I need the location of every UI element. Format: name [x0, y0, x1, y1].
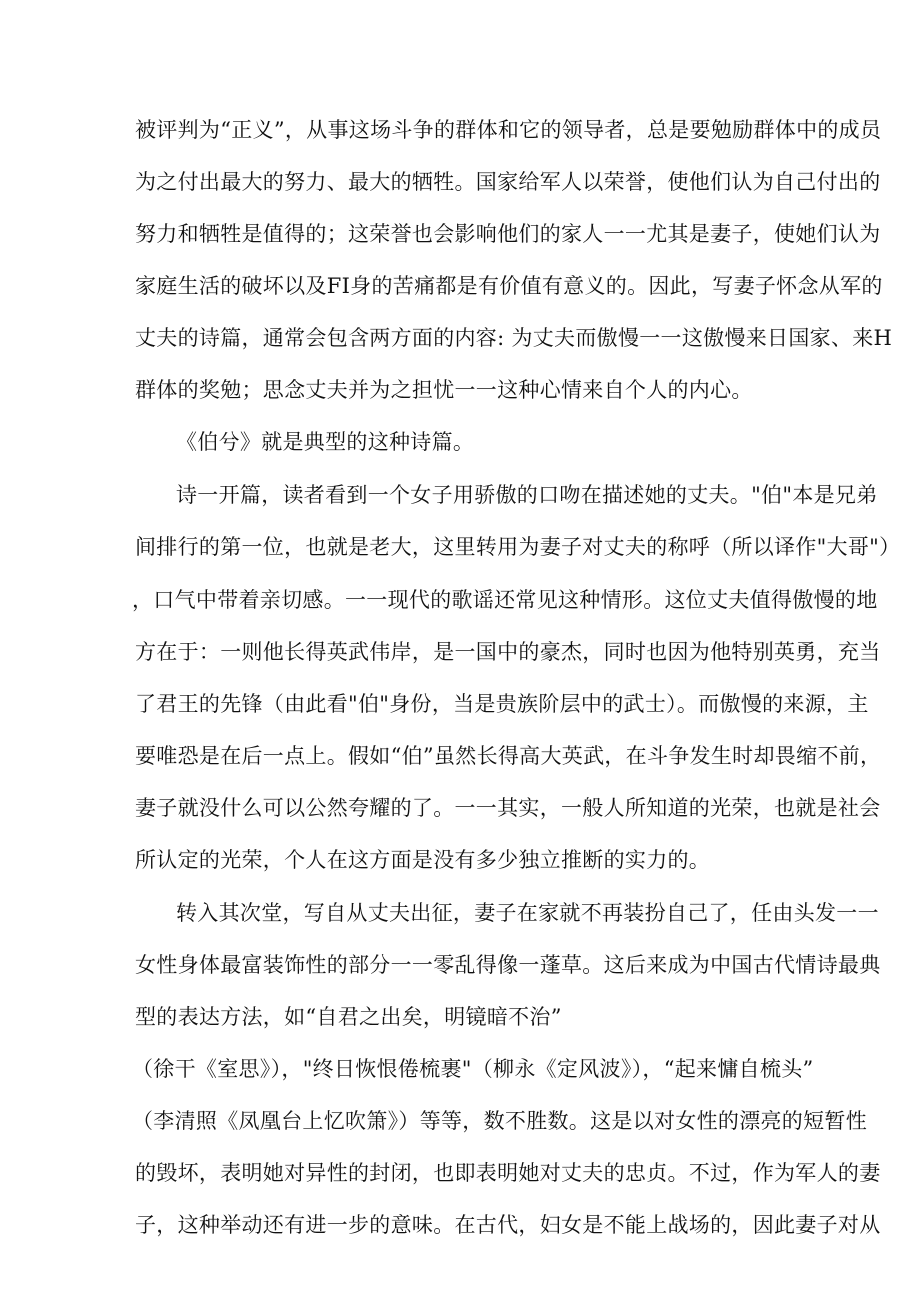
text-line-1: 被评判为“正义”，从事这场斗争的群体和它的领导者，总是要勉励群体中的成员: [135, 118, 882, 142]
text-line-13: 要唯恐是在后一点上。假如“伯”虽然长得高大英武，在斗争发生时却畏缩不前，: [135, 744, 882, 768]
text-line-7: 《伯兮》就是典型的这种诗篇。: [176, 430, 475, 454]
text-line-11: 方在于：一则他长得英武伟岸，是一国中的豪杰，同时也因为他特别英勇，充当: [135, 640, 881, 664]
text-line-16: 转入其次堂，写自从丈夫出征，妻子在家就不再装扮自己了，任由头发一一: [176, 901, 879, 925]
text-line-6: 群体的奖勉；思念丈夫并为之担忧一一这种心情来自个人的内心。: [135, 378, 753, 402]
text-line-21: 的毁坏，表明她对异性的封闭，也即表明她对丈夫的忠贞。不过，作为军人的妻: [135, 1161, 881, 1185]
text-line-20: （李清照《凤凰台上忆吹箫》）等等，数不胜数。这是以对女性的漂亮的短暂性: [132, 1109, 867, 1133]
text-line-12: 了君王的先锋（由此看"伯"身份，当是贵族阶层中的武士）。而傲慢的来源，主: [135, 692, 869, 716]
text-line-9: 间排行的第一位，也就是老大，这里转用为妻子对丈夫的称呼（所以译作"大哥"）: [135, 535, 901, 559]
text-line-22: 子，这种举动还有进一步的意味。在古代，妇女是不能上战场的，因此妻子对从: [135, 1213, 881, 1237]
text-line-14: 妻子就没什么可以公然夸耀的了。一一其实，一般人所知道的光荣，也就是社会: [135, 796, 881, 820]
text-line-17: 女性身体最富装饰性的部分一一零乱得像一蓬草。这后来成为中国古代情诗最典: [135, 953, 881, 977]
text-line-5: 丈夫的诗篇，通常会包含两方面的内容: 为丈夫而傲慢一一这傲慢来日国家、来H: [135, 326, 893, 350]
text-line-18: 型的表达方法，如“自君之出矣，明镜暗不治”: [135, 1005, 562, 1029]
text-line-15: 所认定的光荣，个人在这方面是没有多少独立推断的实力的。: [135, 848, 711, 872]
text-line-19: （徐干《室思》），"终日恢恨倦梳裹"（柳永《定风波》），“起来慵自梳头”: [132, 1057, 814, 1081]
text-line-8: 诗一开篇，读者看到一个女子用骄傲的口吻在描述她的丈夫。"伯"本是兄弟: [176, 483, 878, 507]
text-line-4: 家庭生活的破坏以及FI身的苦痛都是有价值有意义的。因此，写妻子怀念从军的: [135, 274, 883, 298]
text-line-3: 努力和牺牲是值得的；这荣誉也会影响他们的家人一一尤其是妻子，使她们认为: [135, 222, 881, 246]
text-line-2: 为之付出最大的努力、最大的牺牲。国家给军人以荣誉，使他们认为自己付出的: [135, 170, 881, 194]
text-line-10: ，口气中带着亲切感。一一现代的歌谣还常见这种情形。这位丈夫值得傲慢的地: [132, 588, 878, 612]
